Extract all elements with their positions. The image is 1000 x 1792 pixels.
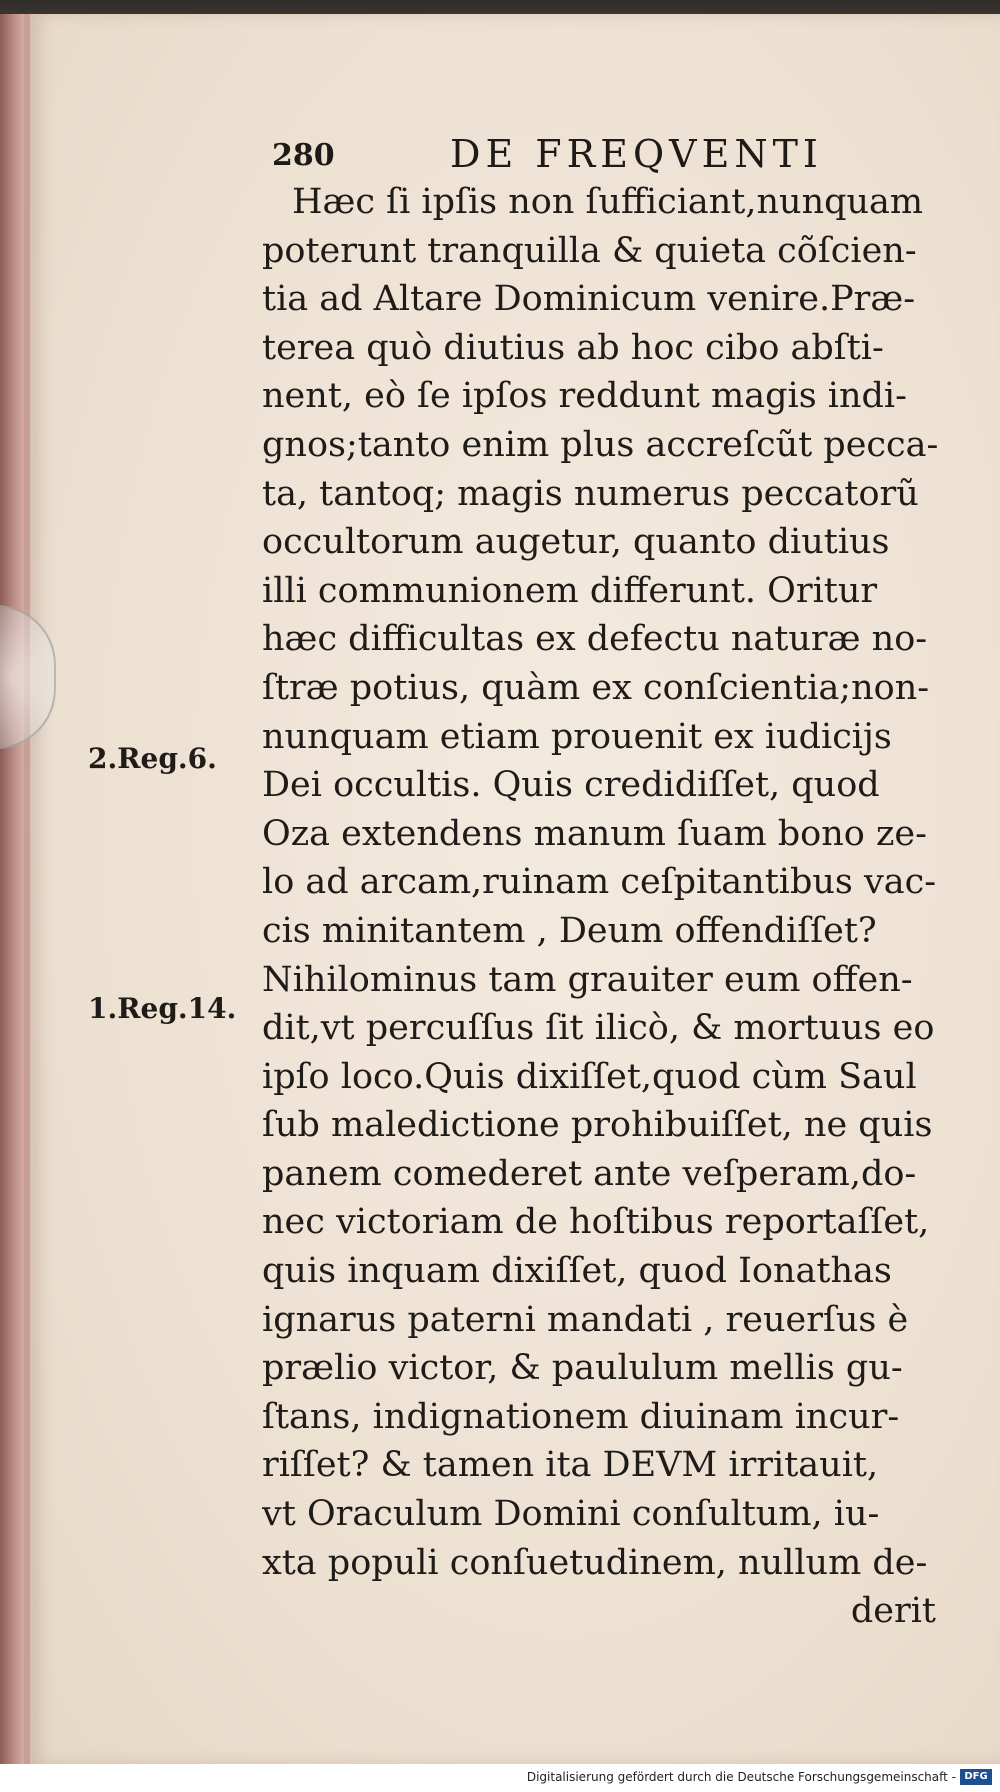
text-line: vt Oraculum Domini conſultum, iu- <box>262 1494 880 1535</box>
text-line: gnos;tanto enim plus accreſcũt pecca- <box>262 424 939 465</box>
text-line: prælio victor, & paululum mellis gu- <box>262 1348 903 1389</box>
text-line: Oza extendens manum ſuam bono ze- <box>262 813 927 854</box>
text-line: terea quò diutius ab hoc cibo abſti- <box>262 327 884 368</box>
text-line: poterunt tranquilla & quieta cõſcien- <box>262 230 917 271</box>
running-title: DE FREQVENTI <box>450 132 823 176</box>
text-line: illi communionem differunt. Oritur <box>262 570 878 611</box>
text-line: Nihilominus tam grauiter eum offen- <box>262 959 913 1000</box>
text-line: occultorum augetur, quanto diutius <box>262 522 890 563</box>
text-line: nunquam etiam prouenit ex iudicijs <box>262 716 892 757</box>
text-line: tia ad Altare Dominicum venire.Præ- <box>262 279 916 320</box>
text-line: hæc difficultas ex defectu naturæ no- <box>262 619 928 660</box>
dfg-logo: DFG <box>960 1769 992 1785</box>
catchword: derit <box>850 1591 936 1632</box>
text-line: Dei occultis. Quis credidiſſet, quod <box>262 765 880 806</box>
text-line: Hæc ſi ipſis non ſufficiant,nunquam <box>292 182 924 222</box>
text-line: ſub maledictione prohibuiſſet, ne quis <box>262 1105 933 1146</box>
margin-note-reference: 1.Reg.14. <box>88 992 237 1025</box>
digitization-footer <box>0 1764 1000 1792</box>
page-number: 280 <box>272 138 335 173</box>
text-line: lo ad arcam,ruinam ceſpitantibus vac- <box>262 862 937 903</box>
text-line: ipſo loco.Quis dixiſſet,quod cùm Saul <box>262 1056 917 1097</box>
text-line: ignarus paterni mandati , reuerſus è <box>262 1299 909 1340</box>
page-edge <box>0 14 26 1764</box>
margin-note-reference: 2.Reg.6. <box>88 742 217 775</box>
body-text <box>262 178 952 1636</box>
text-line: ſtræ potius, quàm ex conſcientia;non- <box>262 667 930 708</box>
text-line: ta, tantoq; magis numerus peccatorũ <box>262 473 919 514</box>
text-line: ſtans, indignationem diuinam incur- <box>262 1396 900 1437</box>
page-header <box>272 132 892 182</box>
text-line: nec victoriam de hoſtibus reportaſſet, <box>262 1202 930 1243</box>
text-line: dit,vt percuſſus ſit ilicò, & mortuus eo <box>262 1008 935 1049</box>
text-line: riſſet? & tamen ita DEVM irritauit, <box>262 1445 879 1486</box>
text-line: panem comederet ante veſperam,do- <box>262 1153 917 1194</box>
funding-credit: Digitalisierung gefördert durch die Deutsche Forschungsgemeinschaft - <box>526 1770 956 1784</box>
text-line: quis inquam dixiſſet, quod Ionathas <box>262 1251 892 1292</box>
text-line: nent, eò ſe ipſos reddunt magis indi- <box>262 376 907 417</box>
text-line: xta populi conſuetudinem, nullum de- <box>262 1542 928 1583</box>
text-line: cis minitantem , Deum offendiſſet? <box>262 910 877 951</box>
